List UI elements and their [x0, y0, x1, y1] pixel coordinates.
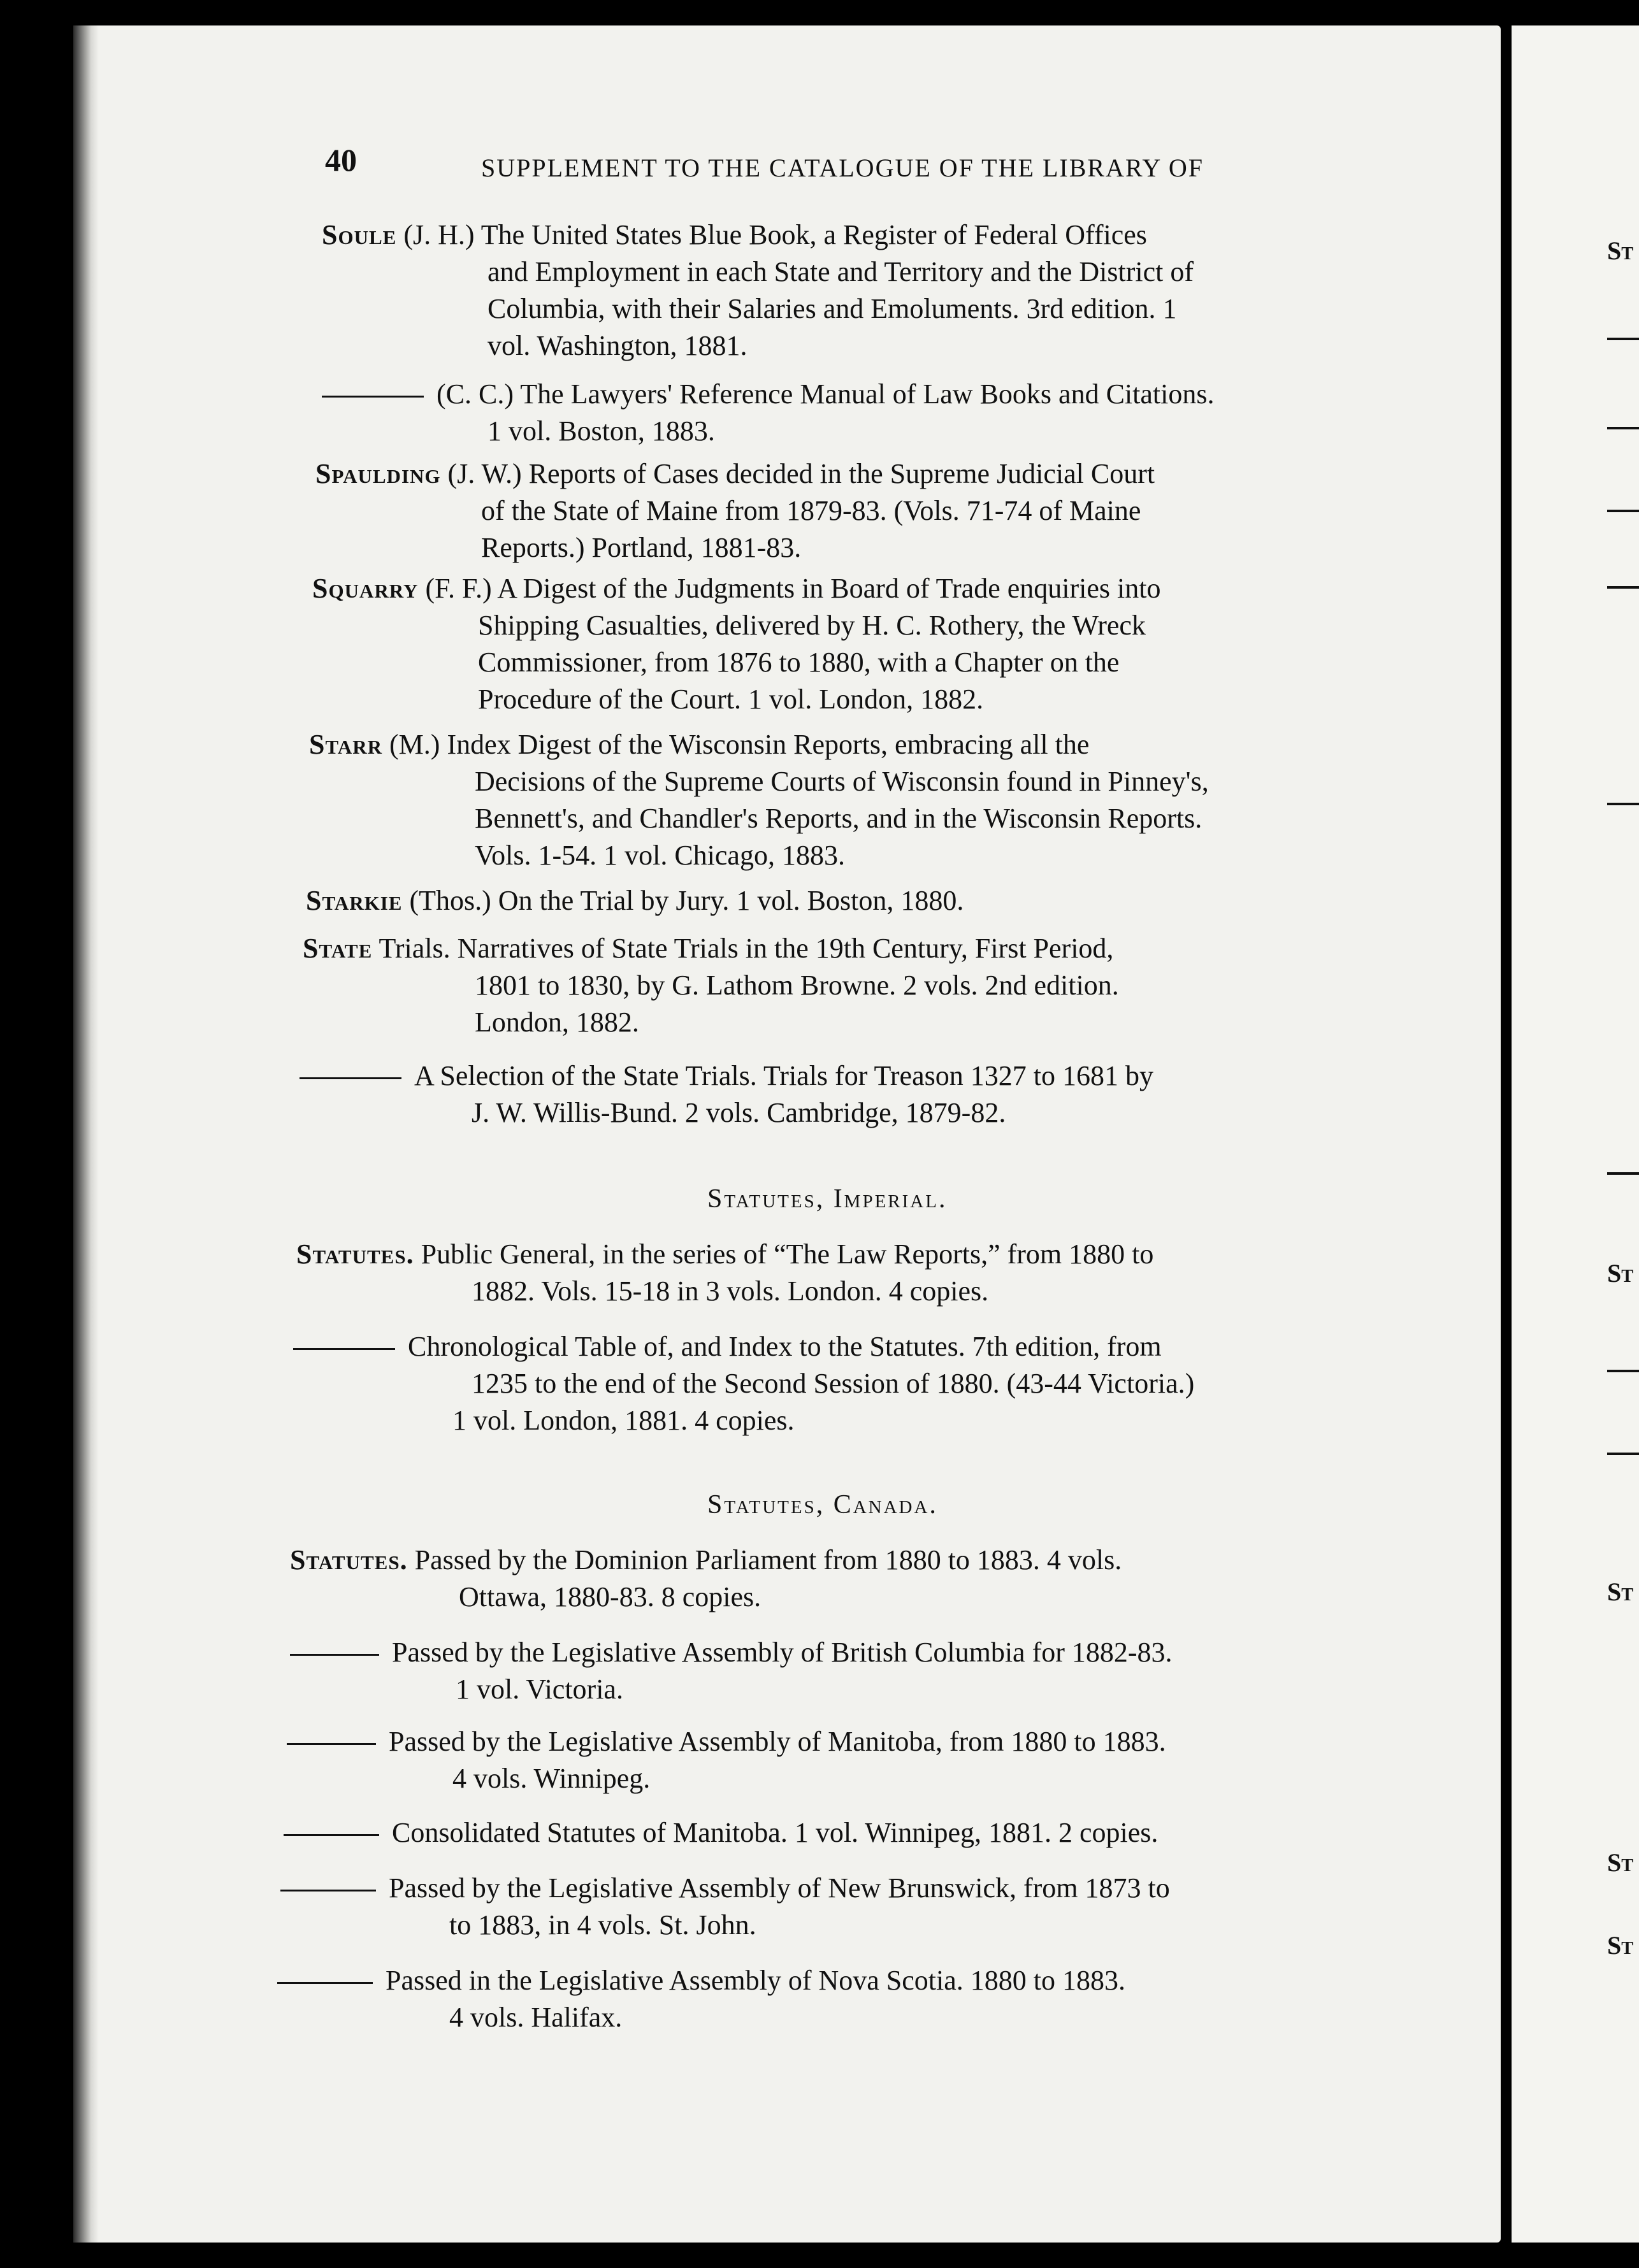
- entry-text: 4 vols. Halifax.: [449, 2002, 623, 2033]
- entry-text: 1882. Vols. 15-18 in 3 vols. London. 4 copies.: [472, 1275, 989, 1307]
- entry-text: (C. C.) The Lawyers' Reference Manual of Law Books and Citations.: [437, 378, 1215, 410]
- entry-text: Passed by the Legislative Assembly of Manitoba, from 1880 to 1883.: [389, 1726, 1166, 1757]
- entry-text: Passed by the Legislative Assembly of New Brunswick, from 1873 to: [389, 1872, 1170, 1904]
- entry-text: vol. Washington, 1881.: [487, 330, 747, 361]
- catalogue-entry: [284, 1814, 1158, 1851]
- entry-text: (J. W.) Reports of Cases decided in the Supreme Judicial Court: [447, 458, 1155, 489]
- catalogue-entry: [309, 726, 1209, 874]
- catalogue-entry: [312, 570, 1160, 718]
- catalogue-entry: [300, 1058, 1153, 1131]
- entry-author: State: [303, 933, 373, 964]
- facing-fragment: St: [1607, 1848, 1633, 1877]
- entry-text: (J. H.) The United States Blue Book, a Register of Federal Offices: [403, 219, 1147, 250]
- entry-text: and Employment in each State and Territory and the District of: [487, 256, 1194, 287]
- entry-text: 1 vol. Victoria.: [456, 1674, 623, 1705]
- entry-text: of the State of Maine from 1879-83. (Vols. 71-74 of Maine: [481, 495, 1141, 526]
- catalogue-entry: [280, 1870, 1170, 1944]
- entry-author: Soule: [322, 219, 397, 250]
- entry-text: 1 vol. London, 1881. 4 copies.: [452, 1405, 795, 1436]
- entry-text: J. W. Willis-Bund. 2 vols. Cambridge, 1879-82.: [472, 1097, 1006, 1128]
- entry-text: Public General, in the series of “The Law Reports,” from 1880 to: [421, 1238, 1154, 1270]
- entry-text: Decisions of the Supreme Courts of Wisconsin found in Pinney's,: [475, 766, 1209, 797]
- ditto-rule: [290, 1654, 379, 1656]
- entry-text: (M.) Index Digest of the Wisconsin Reports, embracing all the: [389, 729, 1090, 760]
- entry-text: Consolidated Statutes of Manitoba. 1 vol. Winnipeg, 1881. 2 copies.: [392, 1817, 1159, 1848]
- ditto-rule: [277, 1982, 373, 1984]
- entry-text: 1235 to the end of the Second Session of 1880. (43-44 Victoria.): [472, 1368, 1195, 1399]
- entry-text: Passed by the Dominion Parliament from 1880 to 1883. 4 vols.: [414, 1544, 1122, 1575]
- facing-fragment: St: [1607, 1931, 1633, 1960]
- entry-text: Commissioner, from 1876 to 1880, with a Chapter on the: [478, 647, 1120, 678]
- page-number: 40: [325, 142, 357, 178]
- catalogue-entry: [293, 1328, 1194, 1439]
- entry-text: Bennett's, and Chandler's Reports, and in the Wisconsin Reports.: [475, 803, 1202, 834]
- entry-text: Chronological Table of, and Index to the Statutes. 7th edition, from: [408, 1331, 1162, 1362]
- entry-text: 1 vol. Boston, 1883.: [487, 415, 715, 447]
- catalogue-entry: [296, 1236, 1153, 1310]
- entry-author: Spaulding: [315, 458, 441, 489]
- entry-text: (Thos.) On the Trial by Jury. 1 vol. Boston, 1880.: [409, 885, 964, 916]
- entry-text: Passed by the Legislative Assembly of British Columbia for 1882-83.: [392, 1637, 1173, 1668]
- catalogue-entry: [290, 1542, 1122, 1616]
- catalogue-entry: [303, 930, 1119, 1041]
- entry-text: Vols. 1-54. 1 vol. Chicago, 1883.: [475, 840, 845, 871]
- entry-text: Shipping Casualties, delivered by H. C. Rothery, the Wreck: [478, 610, 1146, 641]
- entry-text: to 1883, in 4 vols. St. John.: [449, 1909, 756, 1941]
- entry-text: Procedure of the Court. 1 vol. London, 1882.: [478, 684, 984, 715]
- entry-text: Passed in the Legislative Assembly of Nova Scotia. 1880 to 1883.: [386, 1965, 1125, 1996]
- catalogue-entry: [322, 217, 1194, 364]
- section-heading: Statutes, Canada.: [707, 1490, 938, 1519]
- entry-text: A Selection of the State Trials. Trials for Treason 1327 to 1681 by: [414, 1060, 1153, 1091]
- entry-author: Starr: [309, 729, 383, 760]
- entry-author: Starkie: [306, 885, 403, 916]
- ditto-rule: [293, 1348, 395, 1350]
- facing-fragment: St: [1607, 1577, 1633, 1606]
- entry-text: Ottawa, 1880-83. 8 copies.: [459, 1581, 762, 1612]
- catalogue-entry: [306, 882, 964, 919]
- entry-text: London, 1882.: [475, 1007, 639, 1038]
- entry-author: Squarry: [312, 573, 419, 604]
- entry-text: (F. F.) A Digest of the Judgments in Board of Trade enquiries into: [425, 573, 1161, 604]
- catalogue-entry: [322, 376, 1214, 450]
- entry-text: 1801 to 1830, by G. Lathom Browne. 2 vols. 2nd edition.: [475, 970, 1119, 1001]
- facing-fragment: St: [1607, 236, 1633, 265]
- ditto-rule: [280, 1890, 376, 1891]
- ditto-rule: [284, 1834, 379, 1836]
- entry-text: Columbia, with their Salaries and Emoluments. 3rd edition. 1: [487, 293, 1177, 324]
- entry-text: Reports.) Portland, 1881-83.: [481, 532, 802, 563]
- entry-author: Statutes.: [290, 1544, 408, 1575]
- ditto-rule: [287, 1743, 376, 1745]
- entry-author: Statutes.: [296, 1238, 414, 1270]
- running-head: SUPPLEMENT TO THE CATALOGUE OF THE LIBRARY OF: [481, 154, 1204, 182]
- catalogue-entry: [277, 1962, 1125, 2036]
- catalogue-entry: [290, 1634, 1173, 1708]
- catalogue-entry: [315, 456, 1155, 566]
- catalogue-entry: [287, 1723, 1166, 1797]
- entry-text: Trials. Narratives of State Trials in the 19th Century, First Period,: [379, 933, 1114, 964]
- facing-fragment: St: [1607, 1259, 1633, 1288]
- ditto-rule: [322, 396, 424, 398]
- ditto-rule: [300, 1077, 401, 1079]
- entry-text: 4 vols. Winnipeg.: [452, 1763, 651, 1794]
- section-heading: Statutes, Imperial.: [707, 1184, 948, 1214]
